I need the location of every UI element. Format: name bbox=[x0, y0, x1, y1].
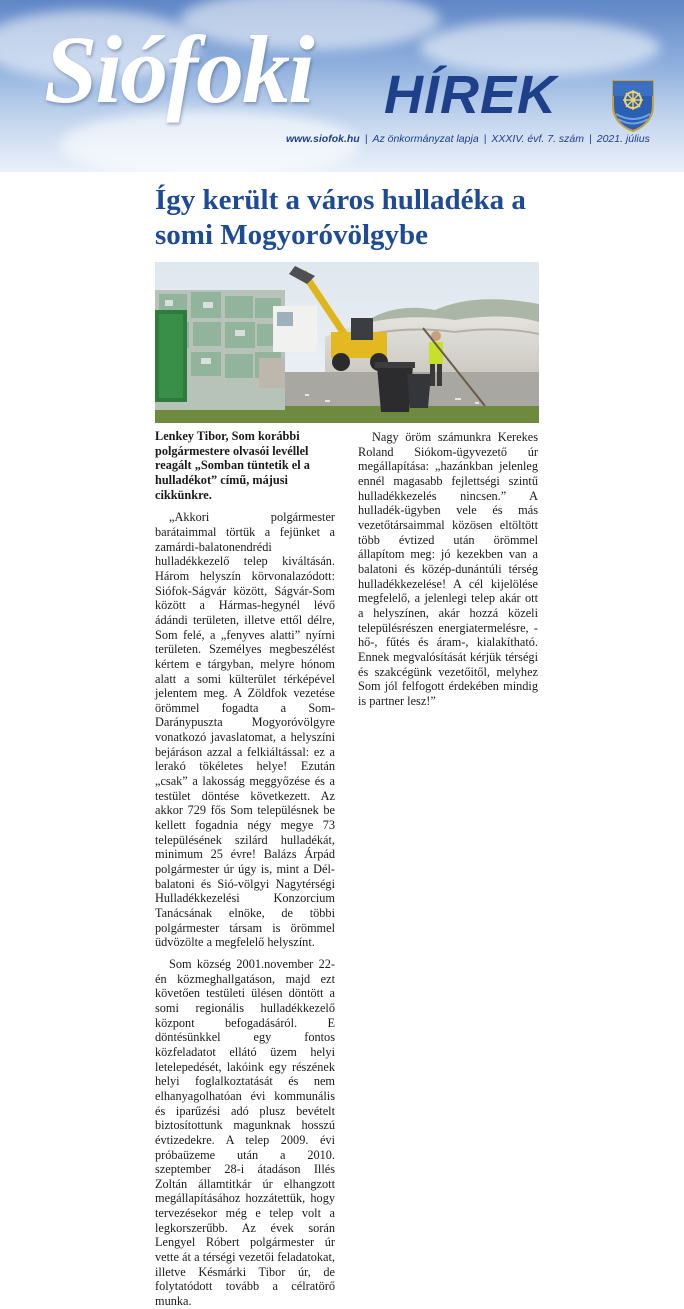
masthead bbox=[0, 0, 684, 172]
landfill-photo-illustration bbox=[155, 262, 539, 423]
masthead-title-siofoki: Siófoki bbox=[44, 16, 313, 123]
article-photo bbox=[155, 262, 539, 423]
masthead-title-hirek: HÍREK bbox=[384, 65, 558, 125]
article-column-left bbox=[155, 429, 335, 1309]
website-link[interactable]: www.siofok.hu bbox=[286, 133, 360, 145]
article-paragraph: Nagy öröm számunkra Kerekes Roland Siókom-ügyvezető úr megállapítása: „hazánkban jelenleg ennél magasabb fejlettségi szintű hulladékkezelés nincsen.” A hulladék-ügyben vele és más vezetőtársaimmal közösen eltöltött több évtized után örömmel állapítom meg: jó kezekben van a balatoni és közép-dunántúli térség hulladékkezelése! A cél kijelölése megfelelő, a jelenlegi telep akár ott a helyszínen, akár hozzá közeli településrészen energiatermelésre, - hő-, fűtés és áram-, kialakítható. Ennek megvalósítását kérjük térségi és szakcégünk vezetőitől, melyhez Som jól felfogott érdekében mindig is partner lesz!” bbox=[358, 430, 538, 708]
issue-info-line: www.siofok.hu | Az önkormányzat lapja | XXXIV. évf. 7. szám | 2021. július bbox=[286, 133, 650, 145]
article-column-right bbox=[358, 430, 538, 708]
article-paragraph: Som község 2001.november 22-én közmeghallgatáson, majd ezt követően testületi ülésen döntött a somi regionális hulladékkezelő központ befogadásáról. E döntésünkkel egy fontos közfeladatot ellátó üzem helyi letelepedését, lakóink egy részének helyi foglalkoztatását és nem elhanyagolhatóan évi kommunális és iparűzési adó plusz bevételt biztosítottunk magunknak hosszú évtizedekre. A telep 2009. évi próbaüzeme után a 2010. szeptember 28-i átadáson Illés Zoltán államtitkár úr elhangzott megállapításához hozzátettük, hogy tervezésekor még e telep volt a legkorszerűbb. Az évek során Lengyel Róbert polgármester úr vette át a térségi vezetői feladatokat, illetve Késmárki Tibor úr, de folytatódott tovább a célratörő munka. bbox=[155, 956, 335, 1309]
article-headline: Így került a város hulladéka a somi Mogyoróvölgybe bbox=[155, 184, 526, 251]
issue-date: 2021. július bbox=[596, 133, 650, 145]
article-lead: Lenkey Tibor, Som korábbi polgármestere olvasói levéllel reagált „Somban tüntetik el a hulladékot” című, májusi cikkünkre. bbox=[155, 429, 310, 502]
publication-subtitle: Az önkormányzat lapja bbox=[372, 133, 479, 145]
city-crest-icon bbox=[610, 78, 656, 132]
volume-number: XXXIV. évf. 7. szám bbox=[491, 133, 584, 145]
article-paragraph: „Akkori polgármester barátaimmal törtük a fejünket a zamárdi-balatonendrédi hulladékkezelő telep kiváltásán. Három helyszín körvonalazódott: Siófok-Ságvár között, Ságvár-Som között a Hármas-hegynél lévő ádándi területen, illetve ettől délre, Som felé, a „fenyves alatti” nyírni területen. Személyes megbeszélést kértem e tárgyban, melyre hónom alatt a somi külterület térképével jelentem meg. A Zöldfok vezetése örömmel fogadta a Som-Daránypuszta Mogyoróvölgyre vonatkozó javaslatomat, a helyszíni bejáráson azzal a felkiáltással: ez a lerakó tökéletes helye! Ezután „csak” a lakosság meggyőzése és a testület döntése következett. Az akkor 729 fős Som településnek be kellett fogadnia négy megye 73 településének szilárd hulladékát, minimum 25 évre! Balázs Árpád polgármester úr úgy is, mint a Dél-balatoni és Sió-völgyi Nagytérségi Hulladékkezelési Konzorcium Tanácsának elnöke, de többi polgármester társam is örömmel üdvözölte a megfelelő helyszínt. bbox=[155, 510, 335, 950]
